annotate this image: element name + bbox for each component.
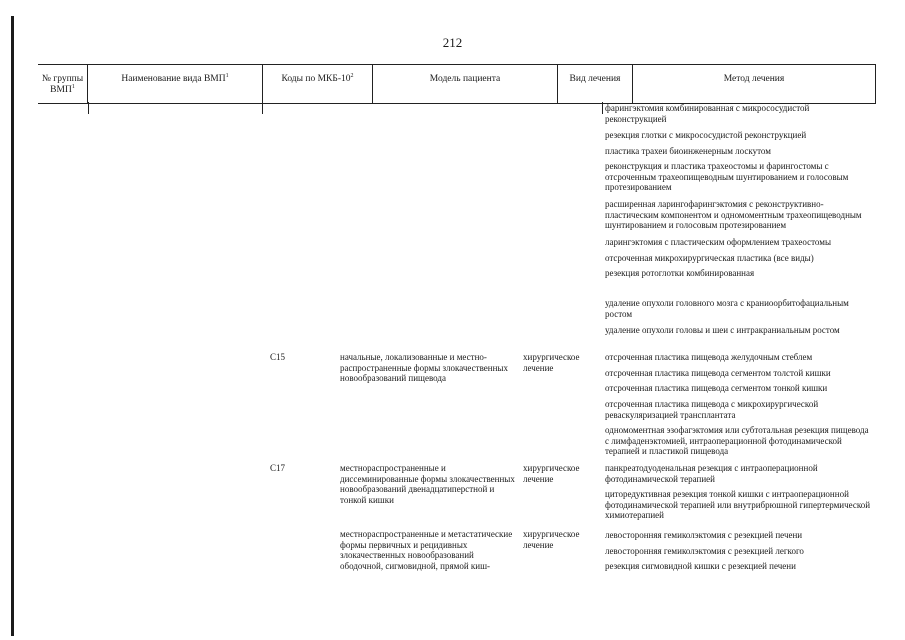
- method-item: отсроченная пластика пищевода желудочным стеблем: [605, 352, 813, 362]
- row-patient-model: начальные, локализованные и местно-распространенные формы злокачественных новообразований пищевода: [340, 352, 508, 383]
- method-item: отсроченная микрохирургическая пластика (все виды): [605, 253, 814, 263]
- column-divider: [602, 102, 603, 114]
- row-patient-model: местнораспространенные и диссеминированные формы злокачественных новообразований двенадцатиперстной и тонкой кишки: [340, 463, 515, 505]
- header-group-number: № группы ВМП$^1$: [41, 74, 84, 95]
- column-divider: [262, 102, 263, 114]
- row-patient-model: местнораспространенные и метастатические формы первичных и рецидивных злокачественных новообразований ободочной, сигмовидной, прямой киш-: [340, 529, 513, 571]
- row-treatment-type: хирургическое лечение: [523, 529, 580, 550]
- method-item: расширенная ларингофарингэктомия с реконструктивно-пластическим компонентом и одномоментным трахеопищеводным шунтированием и голосовым протезированием: [605, 199, 862, 230]
- method-item: циторедуктивная резекция тонкой кишки с интраоперационной фотодинамической терапией или внутрибрюшной гипертермической химиотерапией: [605, 489, 871, 520]
- header-vmp-name: Наименование вида ВМП$^1$: [87, 65, 262, 103]
- row-icd-code: C15: [270, 352, 286, 362]
- method-item: резекция глотки с микрососудистой реконструкцией: [605, 130, 807, 140]
- method-item: одномоментная эзофагэктомия или субтотальная резекция пищевода с лимфаденэктомией, интраоперационной фотодинамической терапией и пластикой пищевода: [605, 425, 869, 456]
- page-number: 212: [442, 35, 463, 50]
- binding-edge: [11, 16, 14, 636]
- method-item: отсроченная пластика пищевода сегментом тонкой кишки: [605, 383, 828, 393]
- header-treatment-method: Метод лечения: [632, 65, 876, 103]
- method-item: резекция ротоглотки комбинированная: [605, 268, 755, 278]
- header-treatment-type: Вид лечения: [557, 65, 632, 103]
- header-patient-model: Модель пациента: [372, 65, 557, 103]
- row-treatment-type: хирургическое лечение: [523, 352, 580, 373]
- method-item: резекция сигмовидной кишки с резекцией печени: [605, 561, 796, 571]
- method-item: удаление опухоли головы и шеи с интракраниальным ростом: [605, 325, 840, 335]
- method-item: ларингэктомия с пластическим оформлением трахеостомы: [605, 237, 831, 247]
- method-item: пластика трахеи биоинженерным лоскутом: [605, 146, 771, 156]
- method-item: отсроченная пластика пищевода с микрохирургической реваскуляризацией трансплантата: [605, 399, 819, 420]
- header-icd-codes: Коды по МКБ-$10^2$: [262, 65, 372, 103]
- method-item: реконструкция и пластика трахеостомы и фарингостомы с отсроченным трахеопищеводным шунтированием и голосовым протезированием: [605, 161, 849, 192]
- row-icd-code: C17: [270, 463, 286, 473]
- method-item: фарингэктомия комбинированная с микрососудистой реконструкцией: [605, 103, 810, 124]
- table-header: [38, 64, 876, 104]
- method-item: отсроченная пластика пищевода сегментом толстой кишки: [605, 368, 831, 378]
- method-item: удаление опухоли головного мозга с краниоорбитофациальным ростом: [605, 298, 849, 319]
- column-divider: [88, 102, 89, 114]
- method-item: левосторонняя гемиколэктомия с резекцией печени: [605, 530, 803, 540]
- row-treatment-type: хирургическое лечение: [523, 463, 580, 484]
- method-item: панкреатодуоденальная резекция с интраоперационной фотодинамической терапией: [605, 463, 818, 484]
- method-item: левосторонняя гемиколэктомия с резекцией легкого: [605, 546, 804, 556]
